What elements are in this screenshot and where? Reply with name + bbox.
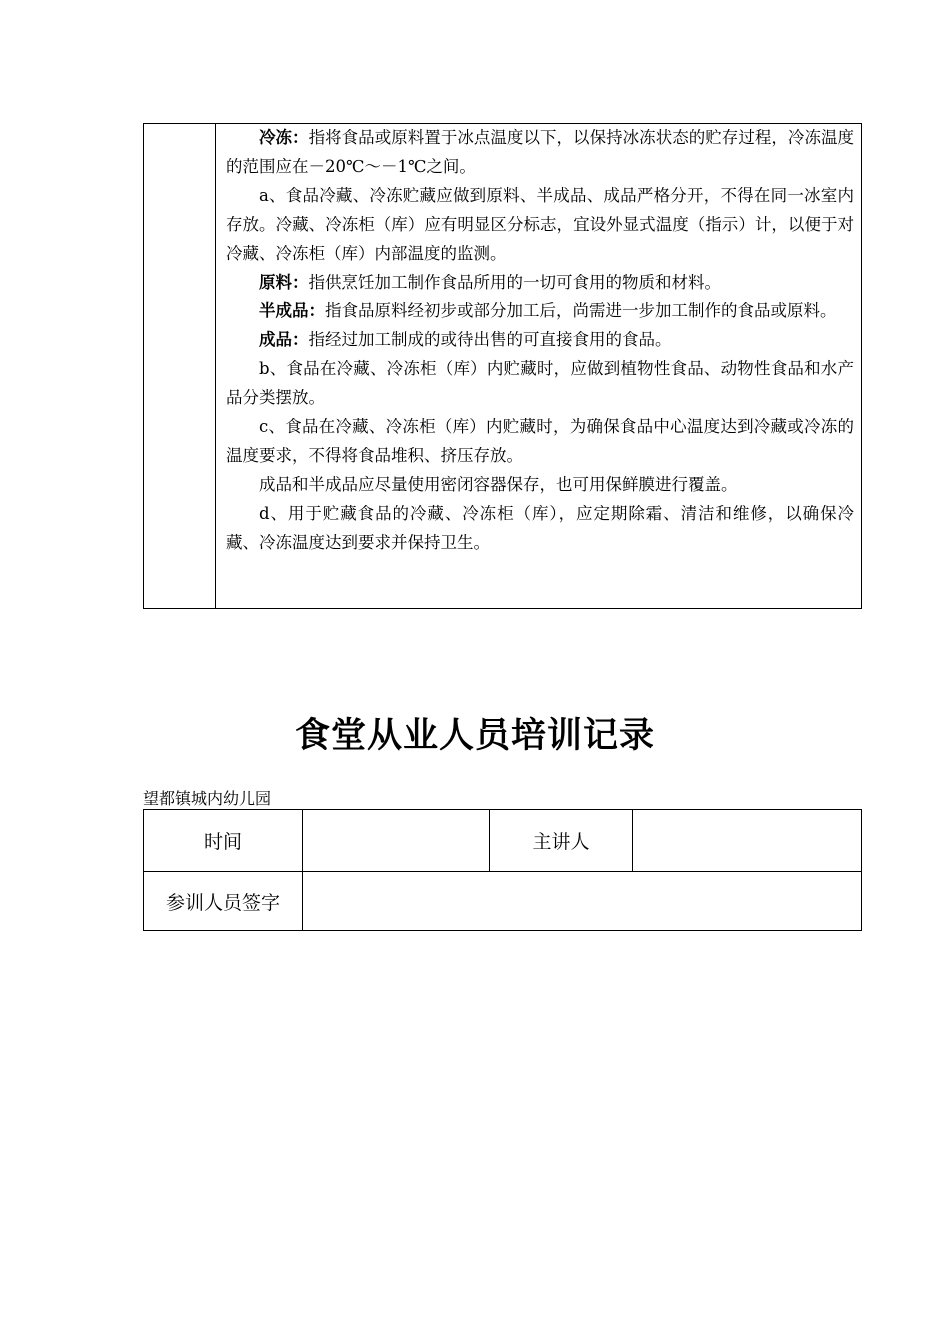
paragraph-item-a: a、食品冷藏、冷冻贮藏应做到原料、半成品、成品严格分开，不得在同一冰室内存放。冷藏、冷冻柜（库）应有明显区分标志，宜设外显式温度（指示）计，以便于对冷藏、冷冻柜（库）内部温度的监测。	[226, 185, 854, 263]
document-title: 食堂从业人员培训记录	[294, 715, 655, 756]
time-label: 时间	[203, 831, 242, 853]
paragraph-freeze	[226, 124, 854, 182]
paragraph-product	[226, 326, 854, 355]
column-divider	[215, 124, 216, 608]
speaker-label: 主讲人	[532, 831, 590, 853]
def-product: 指经过加工制成的或待出售的可直接食用的食品。	[308, 330, 672, 350]
def-semi: 指食品原料经初步或部分加工后，尚需进一步加工制作的食品或原料。	[325, 301, 837, 321]
paragraph-item-d: d、用于贮藏食品的冷藏、冷冻柜（库），应定期除霜、清洁和维修，以确保冷藏、冷冻温度达到要求并保持卫生。	[226, 503, 854, 552]
term-product: 成品：	[259, 330, 309, 350]
training-record-table	[143, 809, 862, 931]
term-raw: 原料：	[259, 272, 309, 292]
speaker-field[interactable]	[633, 810, 861, 871]
def-freeze: 指将食品或原料置于冰点温度以下，以保持冰冻状态的贮存过程，冷冻温度的范围应在－20℃～－1℃之间。	[226, 128, 855, 176]
time-field[interactable]	[303, 810, 489, 871]
training-content	[226, 124, 854, 558]
paragraph-note: 成品和半成品应尽量使用密闭容器保存，也可用保鲜膜进行覆盖。	[259, 474, 738, 494]
organization-name: 望都镇城内幼儿园	[143, 789, 272, 808]
paragraph-item-b: b、食品在冷藏、冷冻柜（库）内贮藏时，应做到植物性食品、动物性食品和水产品分类摆放。	[226, 359, 854, 408]
paragraph-raw	[226, 269, 854, 298]
signature-field[interactable]	[303, 872, 861, 930]
term-freeze: 冷冻：	[259, 128, 309, 147]
paragraph-semi	[226, 297, 854, 326]
paragraph-item-c: c、食品在冷藏、冷冻柜（库）内贮藏时，为确保食品中心温度达到冷藏或冷冻的温度要求，不得将食品堆积、挤压存放。	[226, 417, 854, 465]
term-semi: 半成品：	[259, 301, 325, 321]
signature-label: 参训人员签字	[165, 891, 280, 914]
training-content-table	[143, 123, 862, 609]
def-raw: 指供烹饪加工制作食品所用的一切可食用的物质和材料。	[308, 272, 721, 292]
